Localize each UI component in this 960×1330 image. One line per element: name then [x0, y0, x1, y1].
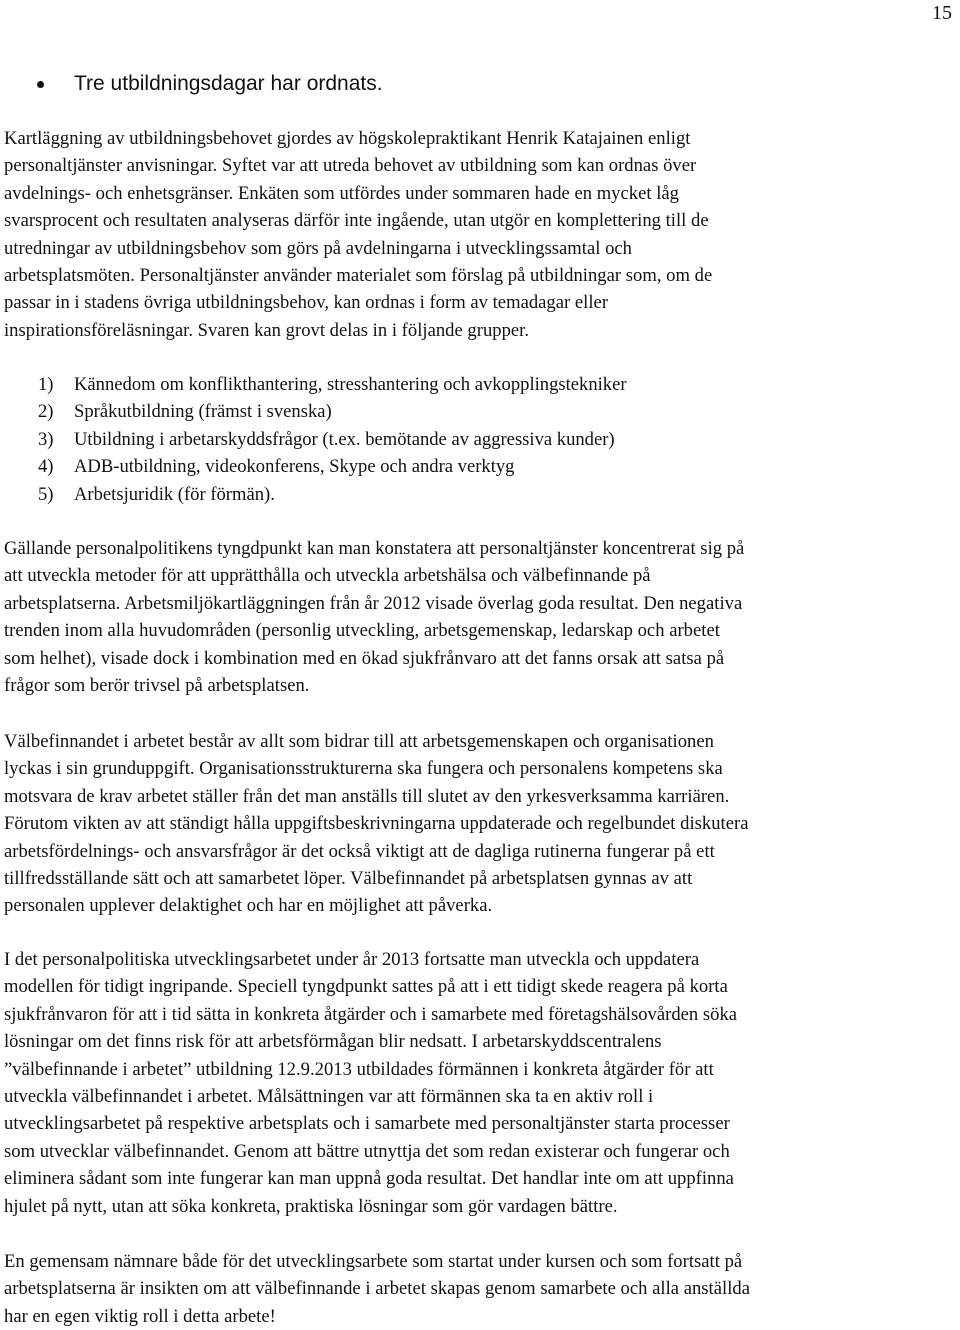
paragraph-line: tillfredsställande sätt och att samarbetet löper. Välbefinnandet på arbetsplatsen gynnas av att [4, 868, 693, 890]
list-item-text: ADB-utbildning, videokonferens, Skype och andra verktyg [74, 456, 515, 478]
paragraph-line: En gemensam nämnare både för det utvecklingsarbete som startat under kursen och som fortsatt på [4, 1251, 743, 1272]
list-item-text: Utbildning i arbetarskyddsfrågor (t.ex. bemötande av aggressiva kunder) [74, 428, 615, 450]
paragraph-line: arbetsplatsmöten. Personaltjänster använder materialet som förslag på utbildningar som, om de [4, 265, 713, 287]
paragraph-line: som helhet), visade dock i kombination med en ökad sjukfrånvaro att det fanns orsak att satsa på [4, 647, 725, 669]
paragraph-line: hjulet på nytt, utan att söka konkreta, praktiska lösningar som gör vardagen bättre. [4, 1195, 618, 1217]
list-item-number: 1) [38, 374, 54, 395]
paragraph-line: utveckla välbefinnandet i arbetet. Målsättningen var att förmännen ska ta en aktiv roll i [4, 1086, 654, 1108]
paragraph-line: motsvara de krav arbetet ställer från det man anställs till slutet av den yrkesverksamma karriären. [4, 785, 730, 807]
paragraph-line: utredningar av utbildningsbehov som görs på avdelningarna i utvecklingssamtal och [4, 237, 632, 259]
paragraph-line: lyckas i sin grunduppgift. Organisationsstrukturerna ska fungera och personalens kompetens ska [4, 758, 723, 780]
bullet-icon [37, 81, 44, 88]
paragraph-line: att utveckla metoder för att upprätthålla och utveckla arbetshälsa och välbefinnande på [4, 565, 651, 587]
paragraph-line: arbetsplatserna är insikten om att välbefinnande i arbetet skapas genom samarbete och alla anställda [4, 1278, 750, 1300]
training-groups-list [38, 371, 627, 508]
paragraph-line: personaltjänster anvisningar. Syftet var att utreda behovet av utbildning som kan ordnas över [4, 155, 697, 177]
paragraph-line: arbetsplatserna. Arbetsmiljökartläggningen från år 2012 visade överlag goda resultat. Den negativa [4, 592, 743, 614]
paragraph-line: eliminera sådant som inte fungerar kan man uppnå goda resultat. Det handlar inte om att uppfinna [4, 1168, 734, 1190]
paragraph-line: arbetsfördelnings- och ansvarsfrågor är det också viktigt att de dagliga rutinerna fungerar på ett [4, 840, 715, 862]
list-item-text: Språkutbildning (främst i svenska) [74, 401, 332, 423]
paragraph-line: I det personalpolitiska utvecklingsarbetet under år 2013 fortsatte man utveckla och uppdatera [4, 949, 700, 970]
paragraph-valbefinnande [4, 728, 956, 920]
list-item-number: 4) [38, 456, 54, 478]
paragraph-line: inspirationsföreläsningar. Svaren kan grovt delas in i följande grupper. [4, 319, 530, 341]
paragraph-line: som utvecklar välbefinnandet. Genom att bättre utnyttja det som redan existerar och fungerar och [4, 1140, 730, 1162]
paragraph-line: ”välbefinnande i arbetet” utbildning 12.9.2013 utbildades förmännen i konkreta åtgärder för att [4, 1058, 714, 1080]
list-item-number: 2) [38, 401, 54, 423]
paragraph-line: sjukfrånvaron för att i tid sätta in konkreta åtgärder och i samarbete med företagshälsovården söka [4, 1003, 738, 1025]
paragraph-utbildningsbehov [4, 125, 956, 344]
list-item [38, 481, 627, 508]
paragraph-line: personalen upplever delaktighet och har en möjlighet att påverka. [4, 895, 493, 917]
paragraph-line: har en egen viktig roll i detta arbete! [4, 1305, 276, 1327]
list-item-number: 3) [38, 428, 54, 450]
paragraph-line: Gällande personalpolitikens tyngdpunkt kan man konstatera att personaltjänster koncentrerat sig på [4, 538, 745, 559]
list-item-text: Kännedom om konflikthantering, stresshantering och avkopplingstekniker [74, 374, 627, 395]
list-item [38, 371, 627, 398]
paragraph-line: utvecklingsarbetet på respektive arbetsplats och i samarbete med personaltjänster starta processer [4, 1113, 730, 1135]
paragraph-gemensam-namnare [4, 1248, 956, 1330]
paragraph-line: passar in i stadens övriga utbildningsbehov, kan ordnas i form av temadagar eller [4, 292, 609, 314]
list-item [38, 426, 627, 453]
paragraph-line: frågor som berör trivsel på arbetsplatsen. [4, 675, 310, 697]
paragraph-line: trenden inom alla huvudområden (personlig utveckling, arbetsgemenskap, ledarskap och arbetet [4, 620, 720, 642]
paragraph-utvecklingsarbete [4, 946, 956, 1220]
page-number: 15 [932, 2, 952, 24]
paragraph-line: svarsprocent och resultaten analyseras därför inte ingående, utan utgör en komplettering till de [4, 210, 709, 232]
paragraph-line: Välbefinnandet i arbetet består av allt som bidrar till att arbetsgemenskapen och organisationen [4, 731, 714, 752]
list-item-text: Arbetsjuridik (för förmän). [74, 483, 275, 505]
paragraph-personalpolitik [4, 535, 956, 699]
list-item-number: 5) [38, 483, 54, 505]
bullet-item-text: Tre utbildningsdagar har ordnats. [74, 72, 383, 95]
list-item [38, 453, 627, 480]
paragraph-line: lösningar om det finns risk för att arbetsförmågan blir nedsatt. I arbetarskyddscentralens [4, 1031, 662, 1053]
paragraph-line: avdelnings- och enhetsgränser. Enkäten som utfördes under sommaren hade en mycket låg [4, 182, 679, 204]
list-item [38, 398, 627, 425]
paragraph-line: Kartläggning av utbildningsbehovet gjordes av högskolepraktikant Henrik Katajainen enligt [4, 128, 691, 149]
paragraph-line: Förutom vikten av att ständigt hålla uppgiftsbeskrivningarna uppdaterade och regelbundet diskutera [4, 813, 749, 835]
paragraph-line: modellen för tidigt ingripande. Speciell tyngdpunkt sattes på att i ett tidigt skede reagera på korta [4, 976, 728, 998]
